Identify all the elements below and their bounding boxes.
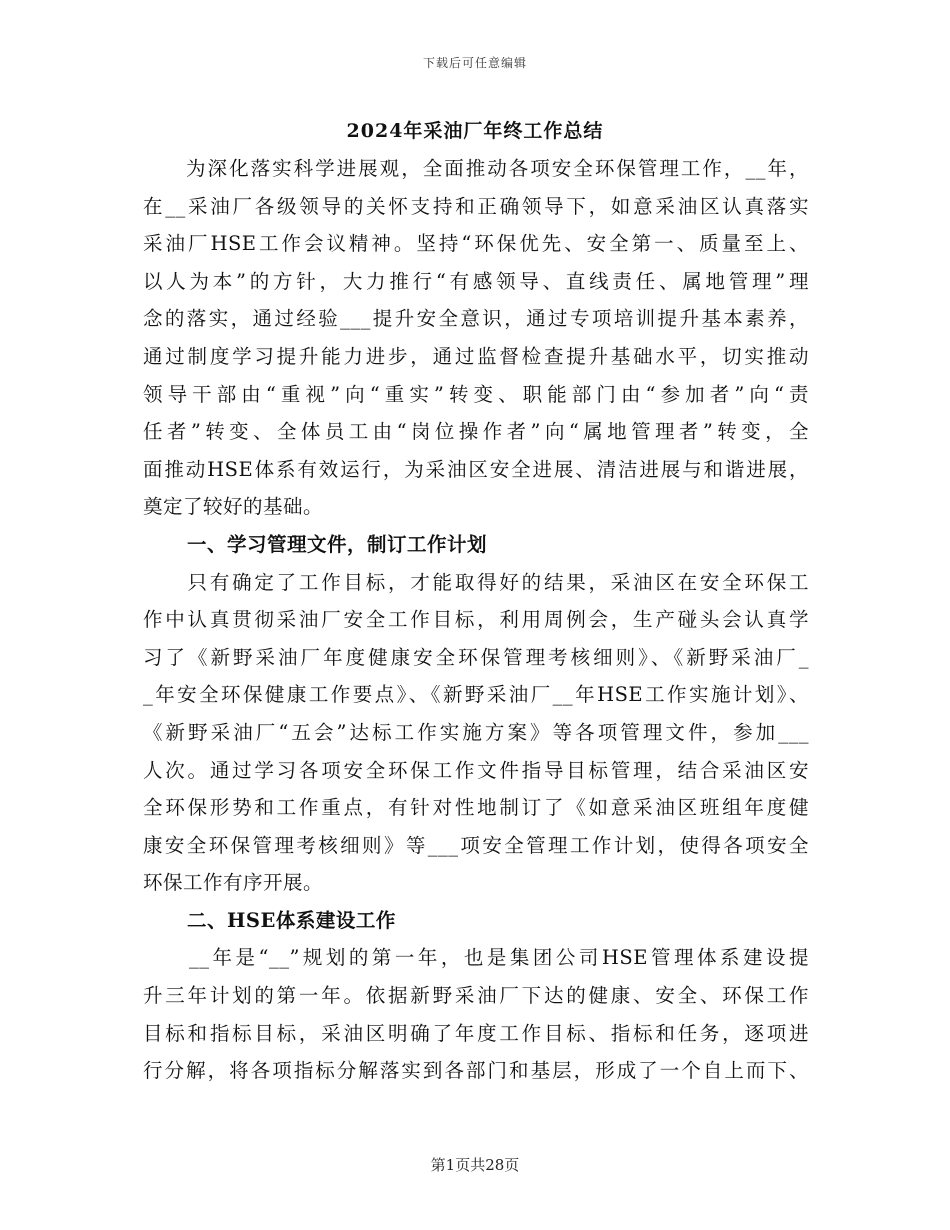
text-line: _年安全环保健康工作要点》、《新野采油厂__年HSE工作实施计划》、	[143, 683, 809, 707]
text-line: 康安全环保管理考核细则》等___项安全管理工作计划，使得各项安全	[143, 833, 809, 857]
text-line: 面推动HSE体系有效运行，为采油区安全进展、清洁进展与和谐进展，	[143, 457, 809, 481]
text-line: 通过制度学习提升能力进步，通过监督检查提升基础水平，切实推动	[143, 344, 809, 368]
section-heading-2: 二、HSE体系建设工作	[187, 908, 396, 932]
page-number: 第1页共28页	[430, 1156, 520, 1174]
section-heading-1: 一、学习管理文件，制订工作计划	[187, 532, 488, 556]
section-2-paragraph	[143, 939, 809, 1089]
text-line: 全环保形势和工作重点，有针对性地制订了《如意采油区班组年度健	[143, 796, 809, 820]
text-line: 作中认真贯彻采油厂安全工作目标，利用周例会，生产碰头会认真学	[143, 608, 809, 632]
text-line: 环保工作有序开展。	[143, 871, 324, 895]
text-line: 人次。通过学习各项安全环保工作文件指导目标管理，结合采油区安	[143, 758, 809, 782]
text-line: 《新野采油厂“五会”达标工作实施方案》等各项管理文件，参加___	[143, 720, 809, 744]
text-line: 念的落实，通过经验___提升安全意识，通过专项培训提升基本素养，	[143, 307, 809, 331]
text-line: 奠定了较好的基础。	[143, 495, 324, 519]
text-line: 为深化落实科学进展观，全面推动各项安全环保管理工作，__年，	[143, 157, 809, 180]
document-body	[143, 150, 809, 1090]
text-line: 只有确定了工作目标，才能取得好的结果，采油区在安全环保工	[143, 570, 809, 594]
text-line: 习了《新野采油厂年度健康安全环保管理考核细则》、《新野采油厂_	[143, 645, 809, 669]
text-line: 以人为本”的方针，大力推行“有感领导、直线责任、属地管理”理	[143, 269, 809, 293]
text-line: __年是“__”规划的第一年，也是集团公司HSE管理体系建设提	[143, 946, 809, 970]
text-line: 升三年计划的第一年。依据新野采油厂下达的健康、安全、环保工作	[143, 984, 809, 1008]
text-line: 目标和指标目标，采油区明确了年度工作目标、指标和任务，逐项进	[143, 1021, 809, 1045]
text-line: 领导干部由“重视”向“重实”转变、职能部门由“参加者”向“责	[143, 382, 809, 406]
intro-paragraph	[143, 150, 809, 526]
text-line: 采油厂HSE工作会议精神。坚持“环保优先、安全第一、质量至上、	[143, 232, 809, 256]
text-line: 任者”转变、全体员工由“岗位操作者”向“属地管理者”转变，全	[143, 420, 809, 444]
text-line: 在__采油厂各级领导的关怀支持和正确领导下，如意采油区认真落实	[143, 194, 809, 218]
header-note: 下载后可任意编辑	[422, 56, 527, 70]
document-title: 2024年采油厂年终工作总结	[346, 120, 604, 142]
section-1-paragraph	[143, 564, 809, 902]
text-line: 行分解，将各项指标分解落实到各部门和基层，形成了一个自上而下、	[143, 1059, 809, 1083]
